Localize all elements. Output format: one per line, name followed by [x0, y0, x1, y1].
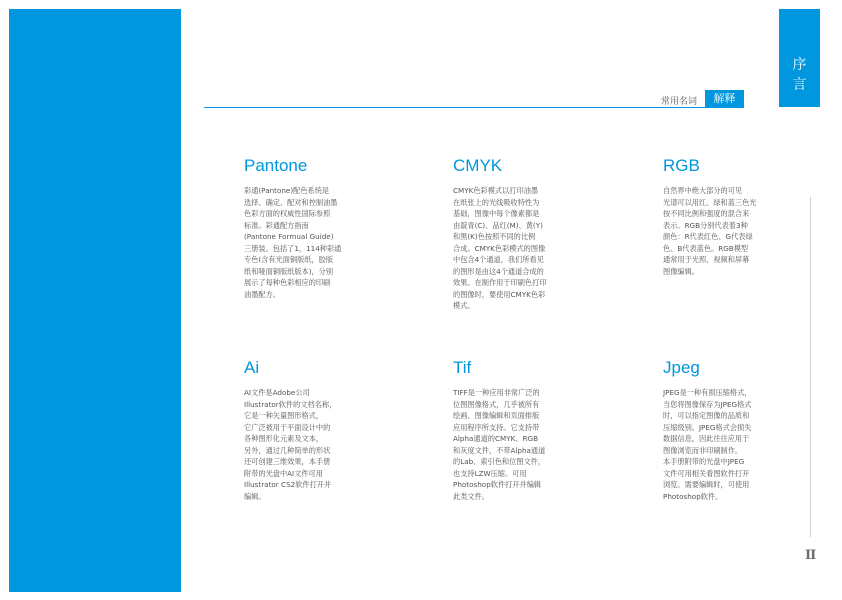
preface-tab-char-2: 言 [792, 77, 807, 93]
body-line: 自然界中绝大部分的可见 [663, 186, 743, 195]
preface-tab [779, 9, 820, 107]
body-line: 数据信息，因此往往应用于 [663, 434, 750, 443]
body-line: 文件可用相关看图软件打开 [663, 468, 750, 478]
body-line: 它是一种矢量图形格式， [244, 411, 324, 420]
section-ai [244, 358, 356, 502]
section-body [663, 387, 775, 502]
body-line: 还可创建三维效果，本手册 [244, 457, 331, 466]
body-line: 色、B代表蓝色。RGB模型 [663, 243, 749, 253]
section-title: Ai [244, 358, 260, 377]
body-line: 彩通(Pantone)配色系统是 [244, 186, 330, 195]
header-title-box: 解释 [705, 90, 744, 108]
body-line: 标准。彩通配方指南 [244, 220, 309, 230]
body-line: Illustrator CS2软件打开并 [244, 480, 332, 489]
body-line: 它广泛被用于平面设计中的 [244, 422, 331, 432]
body-line: 纸和哑面铜版纸版本)，分别 [244, 266, 334, 276]
body-line: 压缩级别。JPEG格式会损失 [663, 422, 752, 432]
section-body [453, 387, 565, 502]
body-line: Illustrator软件的文档名称， [244, 399, 337, 409]
body-line: 油墨配方。 [244, 289, 280, 299]
section-title: RGB [663, 156, 700, 175]
section-body [453, 185, 565, 312]
body-line: 在纸张上的光线吸收特性为 [453, 197, 540, 207]
body-line: 也支持LZW压缩。可用 [453, 468, 527, 478]
section-title: Pantone [244, 156, 308, 175]
body-line: 和黑(K)色按照不同的比例 [453, 232, 536, 241]
body-line: 各种图形化元素及文本， [244, 434, 324, 443]
body-line: 图像编辑。 [663, 266, 699, 276]
section-jpeg [663, 358, 775, 502]
section-pantone [244, 156, 356, 300]
body-line: 此类文件。 [453, 491, 489, 501]
body-line: 绘画、图像编辑和页面排版 [453, 411, 540, 420]
body-line: 和灰度文件，不带Alpha通道 [453, 445, 546, 455]
body-line: 表示。RGB分别代表着3种 [663, 220, 748, 230]
body-line: 由靛青(C)、品红(M)、黄(Y) [453, 220, 543, 230]
body-line: 颜色：R代表红色、G代表绿 [663, 232, 753, 241]
section-cmyk [453, 156, 565, 312]
body-line: 的Lab、索引色和位图文件， [453, 457, 546, 466]
body-line: 合成。CMYK色彩模式的图像 [453, 243, 546, 253]
left-color-bar [9, 9, 181, 592]
body-line: 浏览。需要编辑时，可使用 [663, 480, 750, 489]
body-line: 通常用于光照、视频和屏幕 [663, 255, 750, 264]
section-rgb [663, 156, 775, 277]
body-line: 三册装。包括了1，114种彩通 [244, 243, 342, 253]
body-line: 效果。在制作用于印刷色打印 [453, 278, 547, 287]
section-body [663, 185, 775, 277]
body-line: 的图形是由这4个通道合成的 [453, 266, 544, 276]
header-rule [204, 107, 744, 108]
header-label: 常用名词 [661, 97, 698, 107]
section-body [244, 387, 356, 502]
side-rule [810, 197, 811, 537]
body-line: (Pantone Formual Guide) [244, 232, 334, 241]
body-line: 时，可以指定图像的品质和 [663, 411, 750, 420]
body-line: 本手册附带的光盘中JPEG [663, 457, 745, 466]
body-line: 中包含4个通道，我们所看见 [453, 255, 544, 264]
section-title: Tif [453, 358, 472, 377]
body-line: Alpha通道的CMYK、RGB [453, 434, 539, 443]
body-line: 专色(含有光面铜版纸，胶版 [244, 255, 334, 264]
body-line: Photoshop软件。 [663, 491, 723, 501]
section-body [244, 185, 356, 300]
section-title: Jpeg [663, 358, 700, 377]
body-line: TIFF是一种应用非常广泛的 [453, 388, 540, 397]
body-line: AI文件是Adobe公司 [244, 388, 310, 397]
body-line: 应用程序所支持。它支持带 [453, 422, 540, 432]
body-line: 基础，图像中每个像素都是 [453, 209, 540, 218]
body-line: 当您将图像保存为JPEG格式 [663, 399, 752, 409]
body-line: JPEG是一种有损压缩格式， [663, 388, 752, 397]
body-line: Photoshop软件打开并编辑 [453, 480, 542, 489]
body-line: 编辑。 [244, 491, 266, 501]
body-line: 另外，通过几种简单的形状 [244, 445, 331, 455]
section-title: CMYK [453, 156, 503, 175]
body-line: 的图像时，要使用CMYK色彩 [453, 289, 546, 299]
body-line: 模式。 [453, 301, 475, 310]
page-number: II [805, 548, 816, 563]
preface-tab-char-1: 序 [792, 57, 807, 73]
body-line: CMYK色彩模式以打印油墨 [453, 186, 539, 195]
body-line: 光谱可以用红、绿和蓝三色光 [663, 197, 757, 207]
body-line: 展示了每种色彩相应的印刷 [244, 278, 331, 287]
body-line: 位图图像格式，几乎被所有 [453, 399, 540, 409]
body-line: 色彩方面的权威性国际参照 [244, 209, 331, 218]
body-line: 附带的光盘中AI文件可用 [244, 468, 323, 478]
body-line: 选择、确定、配对和控制油墨 [244, 197, 338, 207]
body-line: 按不同比例和强度的混合来 [663, 209, 750, 218]
body-line: 图像浏览而非印刷制作。 [663, 445, 743, 455]
section-tif [453, 358, 565, 502]
